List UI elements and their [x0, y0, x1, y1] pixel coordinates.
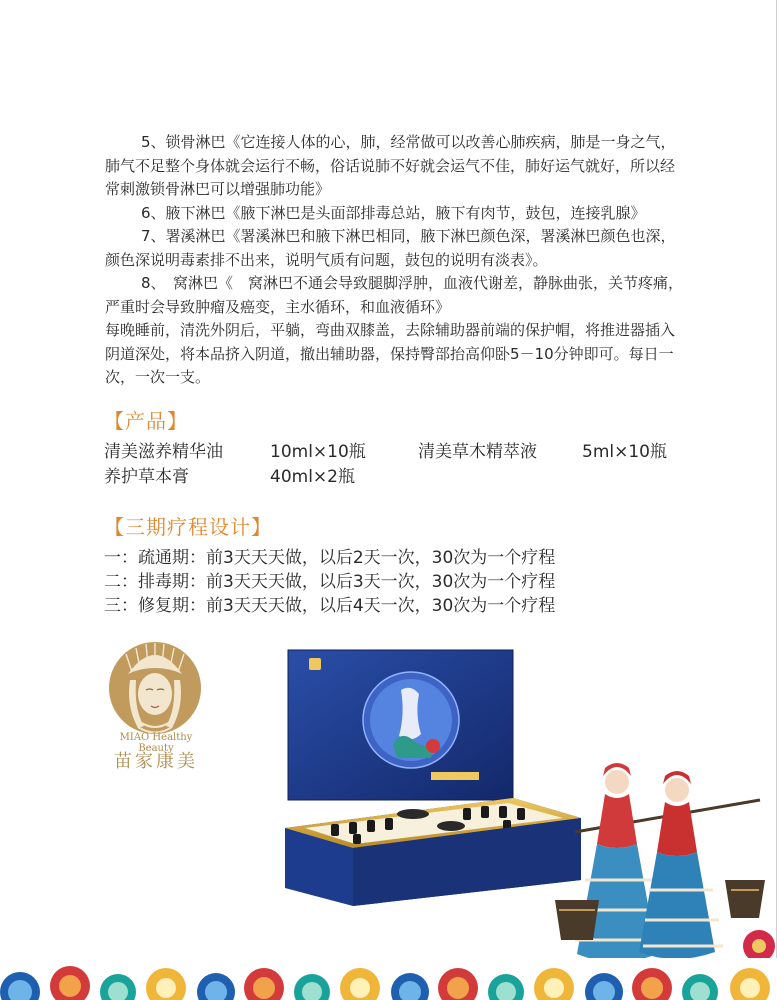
product-row-1 — [104, 437, 704, 461]
course-line-1: 一：疏通期：前3天天天做，以后2天一次，30次为一个疗程 — [104, 548, 556, 568]
product-name: 养护草本膏 — [104, 467, 189, 487]
product-name: 清美滋养精华油 — [104, 442, 223, 462]
product-spec: 5ml×10瓶 — [582, 442, 667, 462]
paragraph-axillary-lymph: 6、腋下淋巴《腋下淋巴是头面部排毒总站，腋下有肉节，鼓包，连接乳腺》 — [141, 203, 646, 222]
product-gift-box-image — [283, 648, 583, 908]
brand-name-cn: 苗家康美 — [114, 751, 198, 772]
product-name: 清美草木精萃液 — [418, 442, 537, 462]
body-text — [105, 131, 687, 390]
course-line-2: 二：排毒期：前3天天天做，以后3天一次，30次为一个疗程 — [104, 572, 556, 592]
cloud-pattern-border — [0, 958, 777, 1000]
product-spec: 10ml×10瓶 — [270, 442, 366, 462]
paragraph-clavicle-lymph: 5、锁骨淋巴《它连接人体的心，肺，经常做可以改善心肺疾病，肺是一身之气，肺气不足整个身体就会运行不畅，俗话说肺不好就会运气不佳，肺好运气就好，所以经常刺激锁骨淋巴可以增强肺功能》 — [105, 133, 676, 198]
paragraph-popliteal-lymph: 8、 窝淋巴《 窝淋巴不通会导致腿脚浮肿，血液代谢差，静脉曲张，关节疼痛，严重时会导致肿瘤及癌变，主水循环，和血液循环》 — [105, 274, 684, 316]
brand-name-en: MIAO Healthy Beauty — [119, 732, 193, 754]
course-heading: 【三期疗程设计】 — [104, 515, 272, 539]
course-line-3: 三：修复期：前3天天天做，以后4天一次，30次为一个疗程 — [104, 596, 556, 616]
miao-dancers-illustration — [545, 760, 777, 985]
product-spec: 40ml×2瓶 — [270, 467, 355, 487]
products-heading: 【产品】 — [104, 409, 188, 433]
paragraph-usage-instructions: 每晚睡前，清洗外阴后，平躺，弯曲双膝盖，去除辅助器前端的保护帽，将推进器插入阴道深处，将本品挤入阴道，撤出辅助器，保持臀部抬高仰卧5－10分钟即可。每日一次，一次一支。 — [105, 321, 676, 386]
paragraph-groin-lymph: 7、署溪淋巴《署溪淋巴和腋下淋巴相同，腋下淋巴颜色深，署溪淋巴颜色也深，颜色深说明毒素排不出来，说明气质有问题，鼓包的说明有淡表》。 — [105, 227, 676, 269]
product-row-2 — [104, 462, 704, 486]
